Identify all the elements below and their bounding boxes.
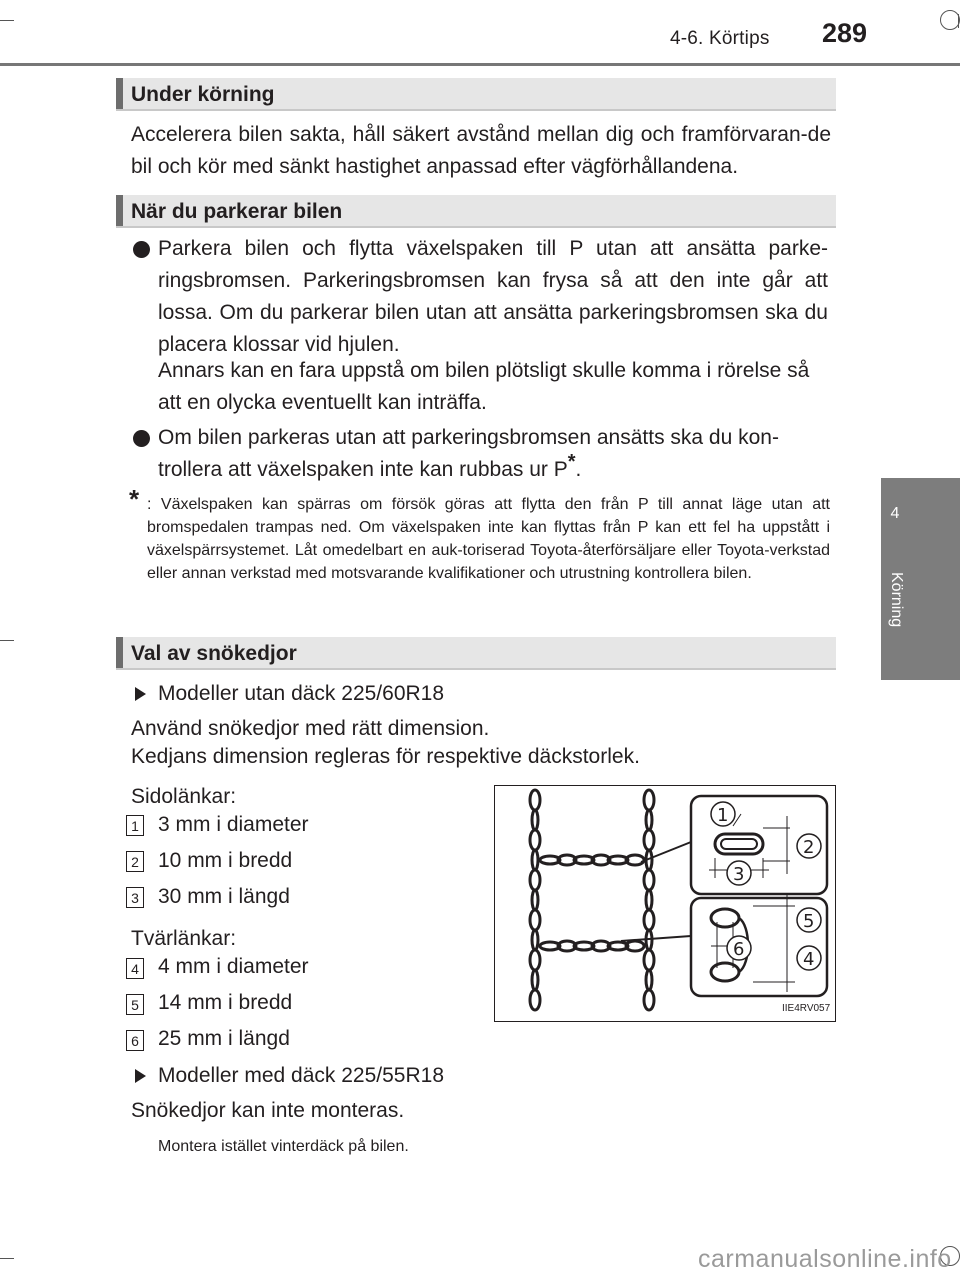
footnote-mark: * — [129, 484, 140, 514]
cannot-mount-text: Snökedjor kan inte monteras. — [131, 1099, 405, 1122]
callout-4-label: 4 — [803, 949, 815, 970]
side-link-1-text: 3 mm i diameter — [158, 813, 309, 836]
bullet-icon — [133, 430, 150, 447]
side-chain-left — [530, 790, 540, 1010]
parking-bullet-1-extra: Annars kan en fara uppstå om bilen plötsligt skulle komma i rörelse så att en olycka eventuellt kan inträffa. — [158, 359, 810, 414]
callout-number: 2 — [126, 851, 144, 872]
parking-bullet-2-text: Om bilen parkeras utan att parkeringsbromsen ansätts ska du kon-trollera att växelspaken inte kan rubbas ur P — [158, 426, 779, 481]
cross-link-3-text: 25 mm i längd — [158, 1027, 290, 1050]
driving-paragraph: Accelerera bilen sakta, håll säkert avstånd mellan dig och framförvaran-de bil och kör med sänkt hastighet anpassad efter vägförhållandena. — [131, 123, 831, 178]
callout-number: 6 — [126, 1030, 144, 1051]
section-heading-chains — [116, 637, 836, 670]
arrow-bullet-icon — [135, 687, 146, 701]
side-links-label: Sidolänkar: — [131, 785, 237, 808]
site-watermark: carmanualsonline.info — [698, 1245, 952, 1273]
footnote-ref: * — [567, 451, 576, 473]
chapter-number: 4 — [890, 505, 900, 522]
chapter-label-text: Körning — [888, 572, 905, 628]
cross-chain-bottom — [540, 941, 644, 951]
parking-bullet-2 — [158, 422, 830, 486]
chains-intro-1: Använd snökedjor med rätt dimension. — [131, 717, 490, 740]
side-chain-right — [644, 790, 654, 1010]
heading-bar — [116, 637, 123, 668]
bullet-icon — [133, 241, 150, 258]
callout-2 — [797, 834, 821, 858]
heading-bar — [116, 78, 123, 109]
callout-4 — [797, 946, 821, 970]
page-number: 289 — [822, 18, 868, 48]
cross-chain-top — [540, 855, 644, 865]
snow-chain-illustration — [495, 786, 834, 1020]
side-link-3-text: 30 mm i längd — [158, 885, 290, 908]
model-with-label: Modeller med däck 225/55R18 — [158, 1064, 445, 1087]
crop-mark — [0, 640, 14, 641]
arrow-bullet-icon — [135, 1069, 146, 1083]
callout-3-label: 3 — [733, 864, 745, 885]
heading-text: När du parkerar bilen — [131, 200, 343, 223]
section-heading-driving — [116, 78, 836, 111]
header-rule — [0, 63, 960, 66]
callout-1 — [711, 802, 735, 826]
model-without-label: Modeller utan däck 225/60R18 — [158, 682, 445, 705]
heading-bar — [116, 195, 123, 226]
callout-5-label: 5 — [803, 911, 815, 932]
snow-chain-figure — [494, 785, 836, 1022]
callout-5 — [797, 908, 821, 932]
figure-code: IIE4RV057 — [782, 1003, 831, 1014]
heading-text: Val av snökedjor — [131, 642, 297, 665]
parking-bullet-1: Parkera bilen och flytta växelspaken till P utan att ansätta parke-ringsbromsen. Parkeringsbromsen kan frysa så att den inte går att lossa. Om du parkerar bilen utan att ansätta parkeringsbromsen ska du placera klossar vid hjulen. — [158, 237, 828, 356]
parking-bullet-2-end: . — [575, 458, 582, 481]
callout-number: 5 — [126, 994, 144, 1015]
chains-intro-2: Kedjans dimension regleras för respektive däckstorlek. — [131, 745, 640, 768]
footnote-text: : Växelspaken kan spärras om försök göras att flytta den från P till annat läge utan att bromspedalen trampas ned. Om växelspaken inte kan flyttas från P kan ett fel ha uppstått i växelspärrsystemet. Låt omedelbart en auk-toriserad Toyota-återförsäljare eller Toyota-verkstad eller annan verkstad med motsvarande kvalifikationer och utrustning kontrollera bilen. — [147, 496, 830, 582]
registration-mark — [940, 10, 960, 30]
heading-text: Under körning — [131, 83, 275, 106]
callout-1-label: 1 — [717, 805, 729, 826]
callout-number: 3 — [126, 887, 144, 908]
side-link-2-text: 10 mm i bredd — [158, 849, 293, 872]
callout-number: 1 — [126, 815, 144, 836]
crop-mark — [0, 1258, 14, 1259]
callout-number: 4 — [126, 958, 144, 979]
crop-mark — [0, 20, 14, 21]
chapter-label — [883, 572, 907, 644]
cross-link-2-text: 14 mm i bredd — [158, 991, 293, 1014]
winter-tire-note: Montera istället vinterdäck på bilen. — [158, 1138, 409, 1155]
cross-links-label: Tvärlänkar: — [131, 927, 237, 950]
callout-3 — [727, 861, 751, 885]
callout-2-label: 2 — [803, 837, 815, 858]
cross-link-1-text: 4 mm i diameter — [158, 955, 309, 978]
section-heading-parking — [116, 195, 836, 228]
section-header: 4-6. Körtips — [670, 28, 770, 49]
callout-6 — [727, 936, 751, 960]
callout-6-label: 6 — [733, 939, 745, 960]
